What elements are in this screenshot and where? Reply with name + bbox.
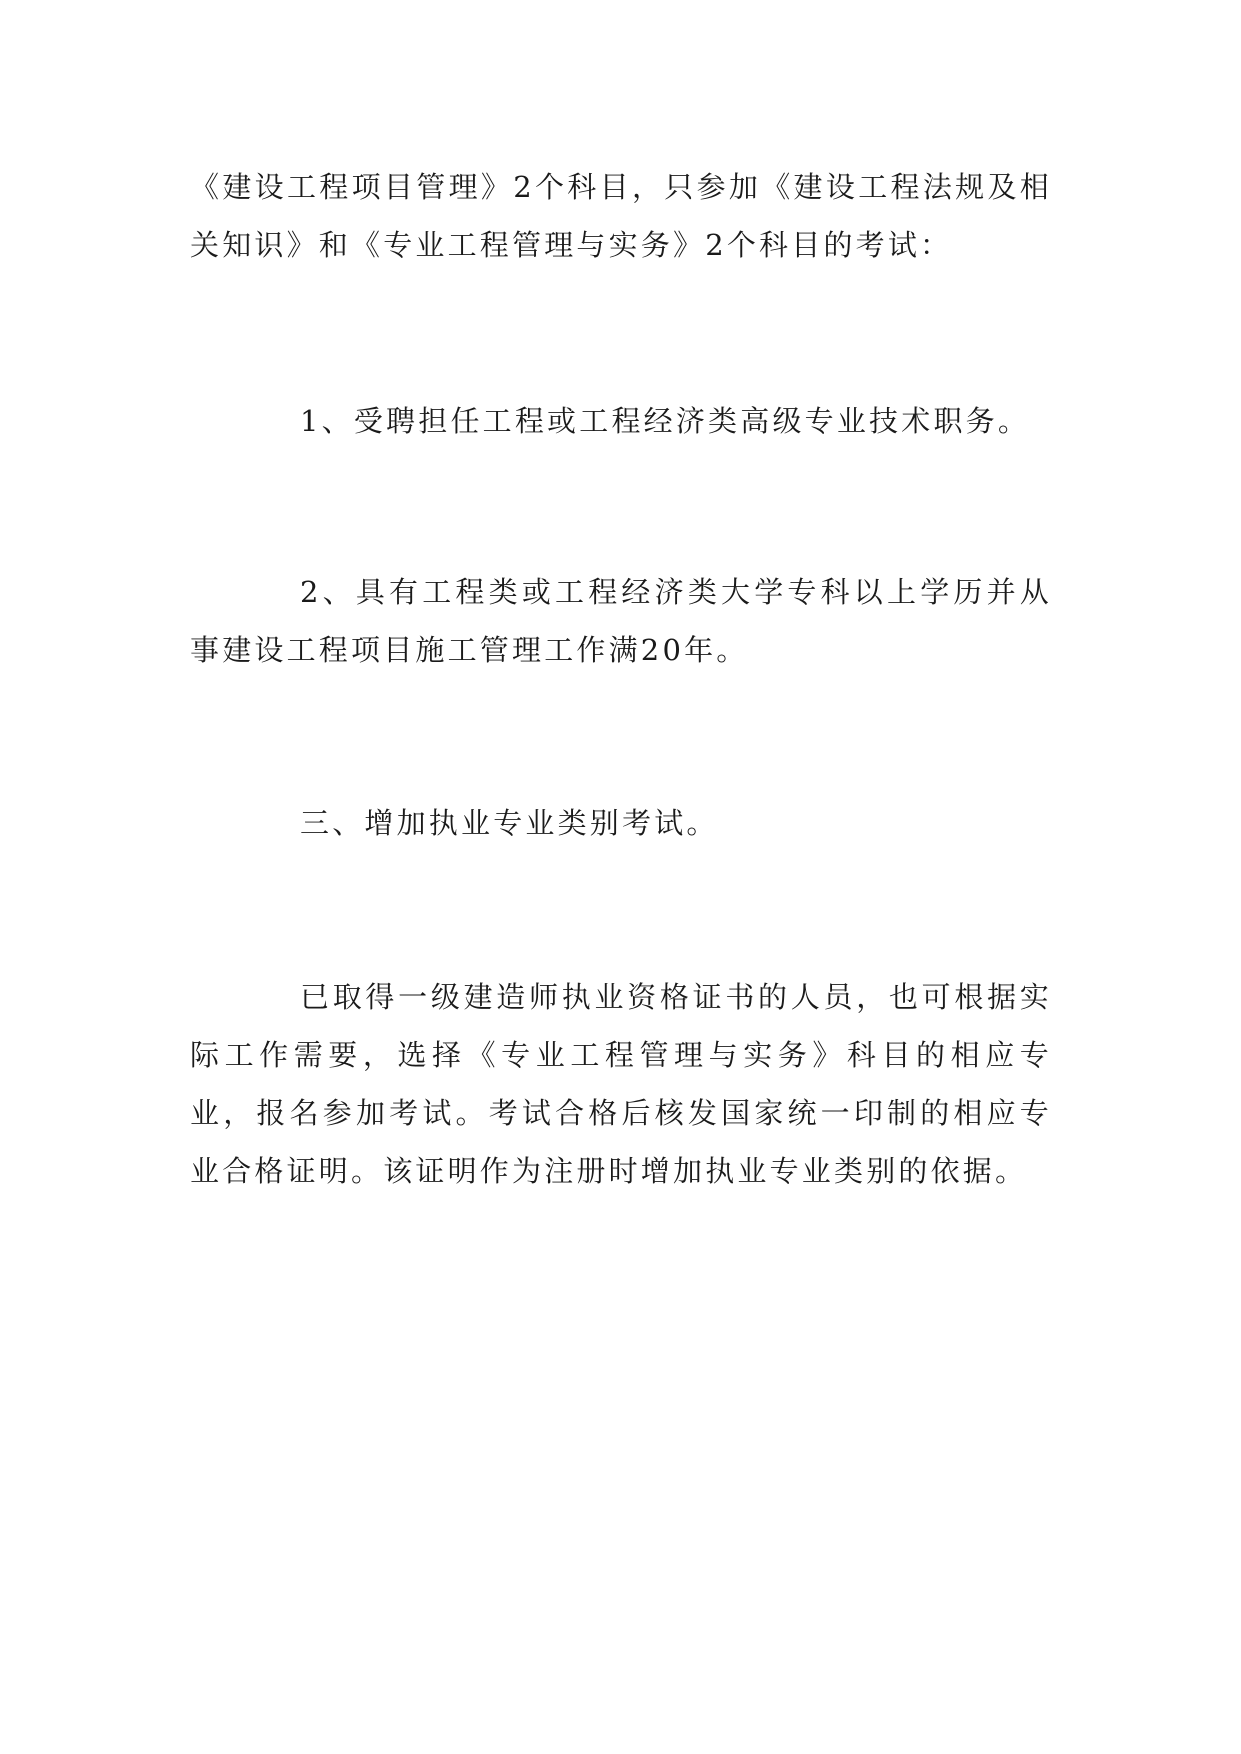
paragraph-additional-specialty: 已取得一级建造师执业资格证书的人员，也可根据实际工作需要，选择《专业工程管理与实务》科目的相应专业，报名参加考试。考试合格后核发国家统一印制的相应专业合格证明。该证明作为注册时增加执业专业类别的依据。	[190, 980, 1052, 1188]
paragraph-condition-1: 1、受聘担任工程或工程经济类高级专业技术职务。	[300, 404, 1031, 438]
paragraph-exam-subjects-continued: 《建设工程项目管理》2个科目，只参加《建设工程法规及相关知识》和《专业工程管理与实务》2个科目的考试：	[190, 170, 1052, 262]
paragraph-condition-2: 2、具有工程类或工程经济类大学专科以上学历并从事建设工程项目施工管理工作满20年。	[190, 575, 1052, 667]
section-heading-three: 三、增加执业专业类别考试。	[300, 806, 719, 840]
